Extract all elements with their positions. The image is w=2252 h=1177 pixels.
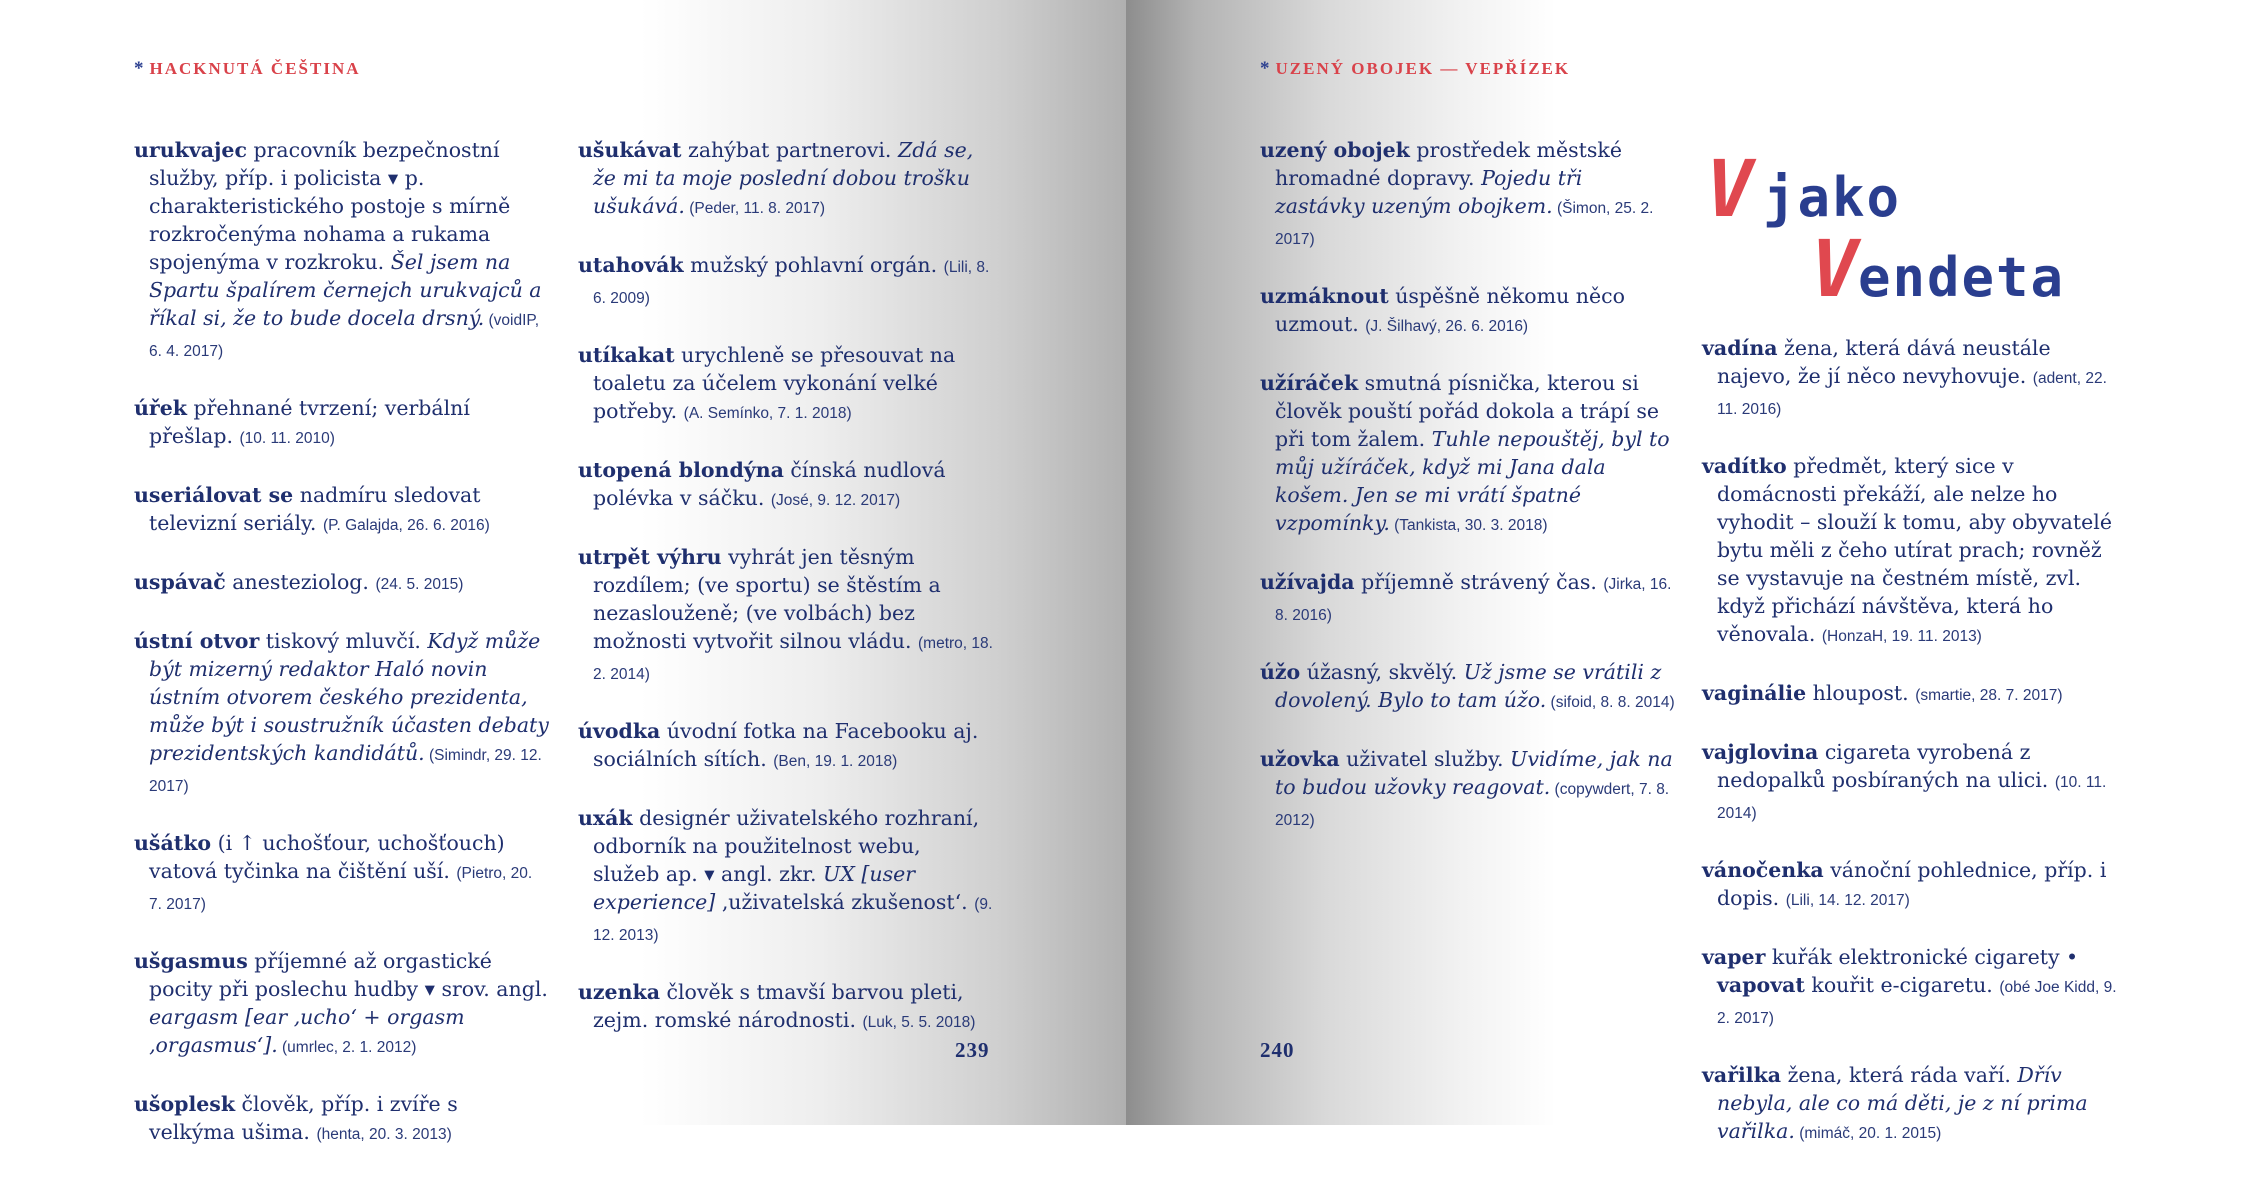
dictionary-entry: ušátko (i ↑ uchošťour, uchošťouch) vatová tyčinka na čištění uší. (Pietro, 20. 7. 2017) [134,831,533,913]
dictionary-entry: vadína žena, která dává neustále najevo, že jí něco nevyhovuje. (adent, 22. 11. 2016) [1702,336,2107,418]
column-4 [1702,334,2130,1176]
dictionary-entry: ústní otvor tiskový mluvčí. Když může být mizerný redaktor Haló novin ústním otvorem českého prezidenta, může být i soustružník účasten debaty prezidentských kandidátů. (Simindr, 29. 12. 2017) [134,629,549,795]
dictionary-entry: úřek přehnané tvrzení; verbální přešlap. (10. 11. 2010) [134,396,470,448]
dictionary-entry: utahovák mužský pohlavní orgán. (Lili, 8. 6. 2009) [578,253,990,307]
dictionary-entry: vánočenka vánoční pohlednice, příp. i dopis. (Lili, 14. 12. 2017) [1702,858,2107,910]
running-head-right: * UZENÝ OBOJEK — VEPŘÍZEK [1260,58,1571,79]
dictionary-entry: užívajda příjemně strávený čas. (Jirka, 16. 8. 2016) [1260,570,1672,624]
dictionary-entry: uzenka člověk s tmavší barvou pleti, zejm. romské národnosti. (Luk, 5. 5. 2018) [578,980,976,1032]
chapter-title [1706,145,2146,315]
dictionary-entry: vařilka žena, která ráda vaří. Dřív nebyla, ale co má děti, je z ní prima vařilka. (mimáč, 20. 1. 2015) [1702,1063,2088,1143]
dictionary-entry: vajglovina cigareta vyrobená z nedopalků posbíraných na ulici. (10. 11. 2014) [1702,740,2107,822]
column-1 [134,136,549,1177]
dictionary-entry: utopená blondýna čínská nudlová polévka v sáčku. (José, 9. 12. 2017) [578,458,946,510]
dictionary-entry: užovka uživatel služby. Uvidíme, jak na to budou užovky reagovat. (copywdert, 7. 8. 2012) [1260,747,1673,829]
dictionary-entry: utrpět výhru vyhrát jen těsným rozdílem; (ve sportu) se štěstím a nezaslouženě; (ve volbách) bez možnosti vytvořit silnou vládu. (metro, 18. 2. 2014) [578,545,993,683]
dictionary-entry: ušoplesk člověk, příp. i zvíře s velkýma ušima. (henta, 20. 3. 2013) [134,1092,458,1144]
dictionary-entry: uzmáknout úspěšně někomu něco uzmout. (J. Šilhavý, 26. 6. 2016) [1260,284,1625,336]
dictionary-entry: useriálovat se nadmíru sledovat televizní seriály. (P. Galajda, 26. 6. 2016) [134,483,490,535]
dictionary-entry: uxák designér uživatelského rozhraní, odborník na použitelnost webu, služeb ap. ▾ angl. zkr. UX [user experience] ‚uživatelská zkušenost‘. (9. 12. 2013) [578,806,993,944]
dictionary-entry: vaginálie hloupost. (smartie, 28. 7. 2017) [1702,681,2063,705]
dictionary-entry: ušgasmus příjemné až orgastické pocity při poslechu hudby ▾ srov. angl. eargasm [ear ‚ucho‘ + orgasm ‚orgasmus‘]. (umrlec, 2. 1. 2012) [134,949,548,1057]
dictionary-entry: úvodka úvodní fotka na Facebooku aj. sociálních sítích. (Ben, 19. 1. 2018) [578,719,979,771]
dictionary-entry: vaper kuřák elektronické cigarety • vapovat kouřit e-cigaretu. (obé Joe Kidd, 9. 2. 2017) [1702,945,2117,1027]
left-page [0,0,1126,1144]
dictionary-entry: urukvajec pracovník bezpečnostní služby, příp. i policista ▾ p. charakteristického postoje s mírně rozkročenýma nohama a rukama spojenýma v rozkroku. Šel jsem na Spartu špalírem černejch urukvajců a říkal si, že to bude docela drsný. (voidIP, 6. 4. 2017) [134,138,542,360]
running-head-left: * HACKNUTÁ ČEŠTINA [134,58,361,79]
dictionary-entry: utíkakat urychleně se přesouvat na toaletu za účelem vykonání velké potřeby. (A. Semínko, 7. 1. 2018) [578,343,956,423]
page-number-right: 240 [1260,1038,1295,1062]
chapter-title-line-1: V jako [1706,145,1902,235]
column-3 [1260,136,1675,863]
dictionary-entry: vadítko předmět, který sice v domácnosti překáží, ale nelze ho vyhodit – slouží k tomu, aby obyvatelé bytu měli z čeho utírat prach; rovněž se vystavuje na čestném místě, zvl. když přichází návštěva, která ho věnovala. (HonzaH, 19. 11. 2013) [1702,454,2112,646]
dictionary-entry: uzený obojek prostředek městské hromadné dopravy. Pojedu tři zastávky uzeným obojkem. (Šimon, 25. 2. 2017) [1260,138,1654,248]
page-number-left: 239 [955,1038,990,1062]
dictionary-entry: užíráček smutná písnička, kterou si člověk pouští pořád dokola a trápí se při tom žalem. Tuhle nepouštěj, byl to můj užíráček, když mi Jana dala košem. Jen se mi vrátí špatné vzpomínky. (Tankista, 30. 3. 2018) [1260,371,1670,535]
dictionary-entry: uspávač anesteziolog. (24. 5. 2015) [134,570,464,594]
asterisk-icon: * [134,58,146,79]
dictionary-entry: ušukávat zahýbat partnerovi. Zdá se, že mi ta moje poslední dobou trošku ušukává. (Peder, 11. 8. 2017) [578,138,974,218]
chapter-title-line-2: Vendeta [1811,225,2066,315]
asterisk-icon: * [1260,58,1272,79]
right-page [1126,0,2252,1143]
column-2 [578,136,993,1065]
dictionary-entry: úžo úžasný, skvělý. Už jsme se vrátili z dovolený. Bylo to tam úžo. (sifoid, 8. 8. 2014) [1260,660,1675,712]
